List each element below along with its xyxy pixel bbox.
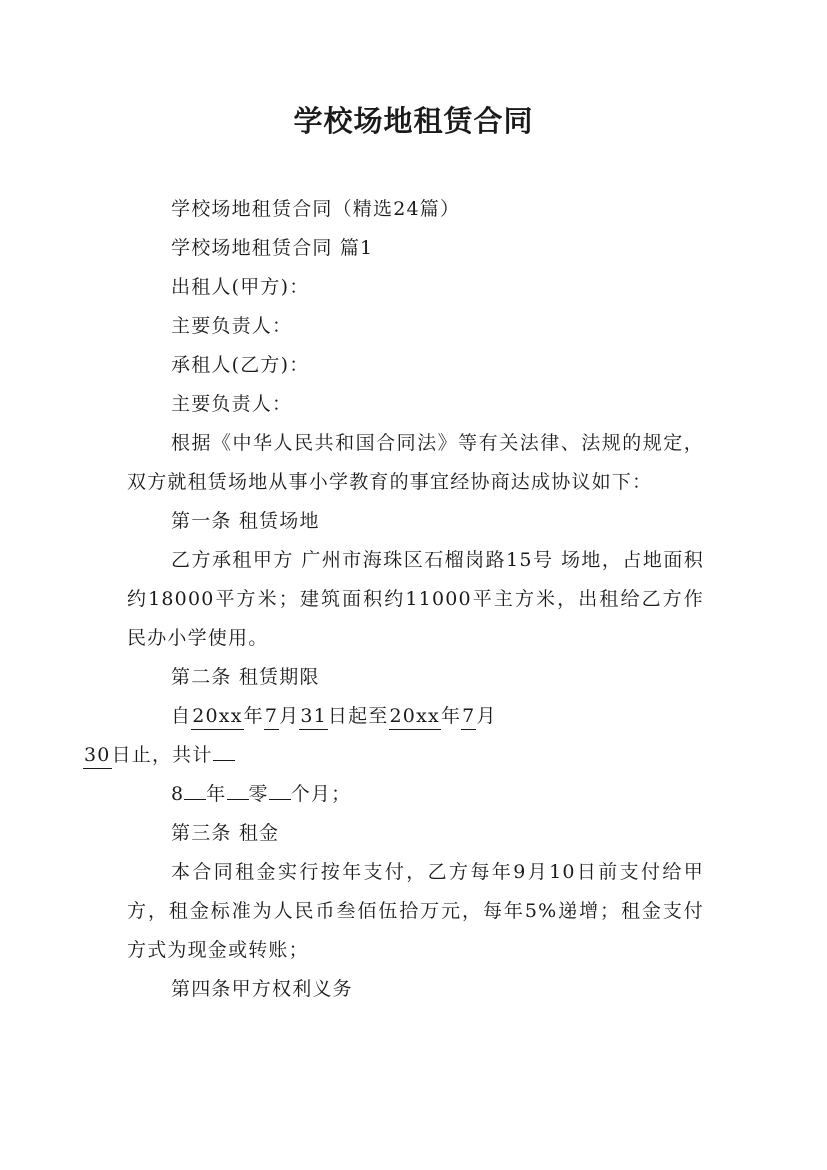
paragraph-lessee-principal: 主要负责人： <box>171 393 293 415</box>
term-year-label: 年 <box>243 705 264 727</box>
paragraph-lessee: 承租人(乙方)： <box>171 354 310 376</box>
paragraph-article-3-heading: 第三条 租金 <box>171 822 280 844</box>
duration-months-label: 个月； <box>290 783 352 805</box>
paragraph-preamble: 根据《中华人民共和国合同法》等有关法律、法规的规定，双方就租赁场地从事小学教育的事宜经协商达成协议如下： <box>127 432 704 493</box>
paragraph-lease-duration <box>127 775 704 814</box>
paragraph-article-1-heading: 第一条 租赁场地 <box>171 510 320 532</box>
start-day-blank: 31 <box>299 703 328 730</box>
start-month-blank: 7 <box>264 703 279 730</box>
term-start-to-label: 日起至 <box>327 705 389 727</box>
paragraph-lessor-principal: 主要负责人： <box>171 315 293 337</box>
document-title: 学校场地租赁合同 <box>293 104 534 138</box>
start-year-blank: 20xx <box>191 703 243 730</box>
paragraph-article-3-body: 本合同租金实行按年支付，乙方每年9月10日前支付给甲方，租金标准为人民币叁佰伍拾万元，每年5%递增；租金支付方式为现金或转账； <box>127 861 704 961</box>
term-month-label: 月 <box>279 705 300 727</box>
term-from: 自 <box>171 705 192 727</box>
zero-blank-lead <box>227 799 249 800</box>
years-blank <box>184 799 206 800</box>
paragraph-lessor: 出租人(甲方)： <box>171 276 310 298</box>
term-end-total-label: 日止，共计 <box>111 744 213 766</box>
paragraph-heading: 学校场地租赁合同（精选24篇） <box>171 198 461 220</box>
paragraph-article-4-heading: 第四条甲方权利义务 <box>171 978 353 1000</box>
document-body <box>84 190 704 1009</box>
paragraph-article-2-heading: 第二条 租赁期限 <box>171 666 320 688</box>
end-year-blank: 20xx <box>389 703 441 730</box>
months-blank <box>269 799 291 800</box>
end-day-blank: 30 <box>83 742 112 769</box>
term-year-label-2: 年 <box>440 705 462 727</box>
paragraph-lease-term <box>84 697 704 775</box>
end-month-blank: 7 <box>461 703 476 730</box>
duration-zero-label: 零 <box>248 783 269 805</box>
paragraph-article-1-body: 乙方承租甲方 广州市海珠区石榴岗路15号 场地，占地面积约18000平方米；建筑面积约11000平主方米，出租给乙方作民办小学使用。 <box>127 549 704 649</box>
term-month-label-2: 月 <box>476 705 497 727</box>
paragraph-part-heading: 学校场地租赁合同 篇1 <box>171 237 374 259</box>
total-blank <box>213 760 235 761</box>
total-years-value: 8 <box>171 783 185 805</box>
duration-year-label: 年 <box>206 783 227 805</box>
